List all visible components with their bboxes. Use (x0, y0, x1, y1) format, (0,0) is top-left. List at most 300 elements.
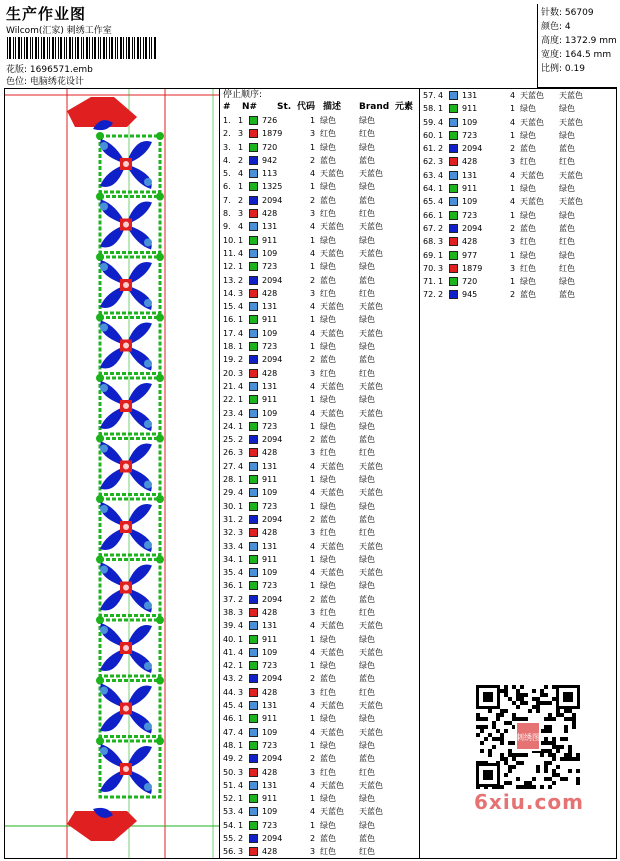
row-needle: 2 (238, 355, 244, 365)
row-brand: 蓝色 (359, 275, 375, 285)
color-swatch (249, 728, 258, 737)
row-description: 绿色 (320, 501, 336, 511)
row-brand: 蓝色 (359, 834, 375, 844)
row-code: 3 (310, 767, 316, 777)
color-swatch (249, 462, 258, 471)
color-swatch (249, 302, 258, 311)
row-number: 42. (223, 661, 236, 671)
row-brand: 绿色 (559, 277, 575, 287)
row-number: 59. (423, 117, 436, 127)
row-code: 4 (510, 170, 516, 180)
row-stitches: 723 (262, 342, 278, 352)
row-stitches: 723 (262, 820, 278, 830)
row-code: 3 (310, 687, 316, 697)
row-number: 37. (223, 594, 236, 604)
row-needle: 3 (238, 368, 244, 378)
design-value: 1696571.emb (29, 65, 93, 75)
row-brand: 红色 (359, 767, 375, 777)
company-name: Wilcom(汇家) 刺绣工作室 (6, 26, 112, 36)
qr-code-image (472, 681, 584, 791)
row-brand: 蓝色 (359, 514, 375, 524)
row-needle: 2 (438, 290, 444, 300)
color-label: 色位: (6, 77, 28, 87)
row-needle: 4 (238, 621, 244, 631)
row-brand: 绿色 (359, 235, 375, 245)
header-needle: N# (242, 102, 258, 112)
color-swatch (249, 528, 258, 537)
row-stitches: 428 (262, 368, 278, 378)
row-stitches: 911 (262, 714, 278, 724)
row-description: 天蓝色 (320, 222, 344, 232)
row-description: 天蓝色 (320, 248, 344, 258)
row-needle: 1 (438, 277, 444, 287)
row-code: 1 (310, 820, 316, 830)
row-code: 1 (510, 104, 516, 114)
row-stitches: 131 (462, 170, 478, 180)
row-brand: 天蓝色 (359, 647, 383, 657)
row-stitches: 2094 (262, 195, 283, 205)
row-brand: 天蓝色 (359, 302, 383, 312)
row-needle: 3 (438, 157, 444, 167)
row-code: 4 (510, 117, 516, 127)
color-swatch (249, 355, 258, 364)
row-needle: 2 (238, 834, 244, 844)
row-description: 绿色 (520, 277, 536, 287)
row-code: 1 (510, 210, 516, 220)
row-code: 4 (310, 461, 316, 471)
row-needle: 2 (438, 223, 444, 233)
row-number: 67. (423, 223, 436, 233)
row-number: 72. (423, 290, 436, 300)
sequence-row (220, 792, 419, 805)
color-swatch (449, 171, 458, 180)
row-number: 64. (423, 184, 436, 194)
row-code: 1 (510, 184, 516, 194)
row-needle: 4 (238, 780, 244, 790)
row-stitches: 428 (262, 288, 278, 298)
header-element: 元素 (395, 102, 414, 112)
sequence-row (420, 129, 616, 142)
row-needle: 3 (238, 528, 244, 538)
sequence-row (220, 274, 419, 287)
row-needle: 1 (238, 661, 244, 671)
row-needle: 1 (238, 475, 244, 485)
row-description: 蓝色 (320, 754, 336, 764)
row-brand: 天蓝色 (359, 621, 383, 631)
row-code: 3 (310, 847, 316, 857)
row-needle: 4 (238, 408, 244, 418)
row-number: 39. (223, 621, 236, 631)
row-description: 蓝色 (320, 355, 336, 365)
sequence-row (220, 819, 419, 832)
sequence-row (220, 420, 419, 433)
row-description: 红色 (320, 368, 336, 378)
color-swatch (449, 224, 458, 233)
header-num: # (223, 102, 231, 112)
row-brand: 红色 (559, 263, 575, 273)
row-code: 4 (310, 169, 316, 179)
row-stitches: 428 (462, 157, 478, 167)
row-needle: 4 (238, 169, 244, 179)
row-code: 2 (310, 834, 316, 844)
row-needle: 1 (238, 501, 244, 511)
row-number: 50. (223, 767, 236, 777)
row-number: 66. (423, 210, 436, 220)
sequence-row (220, 686, 419, 699)
row-number: 45. (223, 701, 236, 711)
row-code: 1 (310, 740, 316, 750)
row-code: 3 (310, 528, 316, 538)
row-number: 18. (223, 342, 236, 352)
row-description: 蓝色 (320, 155, 336, 165)
sequence-row (220, 593, 419, 606)
sequence-row (220, 393, 419, 406)
row-needle: 3 (238, 767, 244, 777)
row-description: 绿色 (520, 184, 536, 194)
row-description: 绿色 (520, 130, 536, 140)
color-swatch (249, 249, 258, 258)
row-brand: 绿色 (359, 820, 375, 830)
sequence-row (220, 260, 419, 273)
row-needle: 4 (238, 248, 244, 258)
row-description: 红色 (520, 263, 536, 273)
sequence-row (220, 619, 419, 632)
color-swatch (249, 276, 258, 285)
row-brand: 天蓝色 (359, 807, 383, 817)
row-description: 红色 (320, 607, 336, 617)
row-needle: 3 (438, 263, 444, 273)
row-number: 17. (223, 328, 236, 338)
row-needle: 4 (238, 541, 244, 551)
row-brand: 绿色 (359, 740, 375, 750)
color-swatch (449, 251, 458, 260)
color-swatch (249, 156, 258, 165)
row-stitches: 2094 (262, 355, 283, 365)
embroidery-design-image (5, 89, 220, 859)
row-needle: 3 (238, 288, 244, 298)
row-description: 绿色 (320, 661, 336, 671)
sequence-row (220, 739, 419, 752)
row-needle: 2 (238, 435, 244, 445)
row-stitches: 109 (462, 197, 478, 207)
row-number: 68. (423, 237, 436, 247)
row-needle: 2 (238, 155, 244, 165)
row-code: 1 (310, 315, 316, 325)
sequence-row (420, 249, 616, 262)
row-number: 36. (223, 581, 236, 591)
row-stitches: 109 (462, 117, 478, 127)
color-swatch (449, 264, 458, 273)
row-number: 23. (223, 408, 236, 418)
row-stitches: 428 (262, 767, 278, 777)
row-brand: 绿色 (359, 475, 375, 485)
row-description: 天蓝色 (320, 408, 344, 418)
row-stitches: 723 (262, 262, 278, 272)
sequence-row (220, 726, 419, 739)
color-swatch (249, 196, 258, 205)
row-code: 2 (310, 514, 316, 524)
row-code: 2 (310, 594, 316, 604)
color-swatch (249, 475, 258, 484)
row-description: 天蓝色 (320, 647, 344, 657)
row-brand: 蓝色 (359, 435, 375, 445)
design-label: 花版: (6, 65, 28, 75)
sequence-row (220, 247, 419, 260)
row-code: 3 (510, 263, 516, 273)
color-swatch (249, 661, 258, 670)
row-code: 4 (310, 488, 316, 498)
row-brand: 红色 (359, 209, 375, 219)
row-code: 1 (310, 554, 316, 564)
color-swatch (449, 237, 458, 246)
row-needle: 2 (238, 195, 244, 205)
row-brand: 绿色 (359, 661, 375, 671)
row-brand: 绿色 (359, 315, 375, 325)
row-description: 绿色 (320, 714, 336, 724)
row-number: 25. (223, 435, 236, 445)
sequence-list-2 (420, 89, 616, 302)
row-number: 40. (223, 634, 236, 644)
row-number: 22. (223, 395, 236, 405)
row-stitches: 2094 (262, 594, 283, 604)
row-number: 2. (223, 129, 231, 139)
row-number: 4. (223, 155, 231, 165)
row-number: 57. (423, 91, 436, 100)
row-code: 1 (310, 794, 316, 804)
color-swatch (249, 621, 258, 630)
row-code: 2 (510, 290, 516, 300)
row-number: 46. (223, 714, 236, 724)
page-title: 生产作业图 (6, 5, 87, 23)
sequence-row (220, 752, 419, 765)
info-scale: 比例: 0.19 (541, 64, 585, 74)
row-needle: 4 (438, 117, 444, 127)
color-swatch (449, 118, 458, 127)
color-swatch (249, 209, 258, 218)
row-needle: 1 (438, 210, 444, 220)
row-description: 红色 (320, 448, 336, 458)
header-desc: 描述 (323, 102, 342, 112)
row-brand: 绿色 (359, 182, 375, 192)
row-stitches: 2094 (262, 514, 283, 524)
color-swatch (249, 847, 258, 856)
row-brand: 绿色 (359, 581, 375, 591)
row-stitches: 2094 (262, 754, 283, 764)
row-description: 蓝色 (520, 290, 536, 300)
sequence-row (220, 712, 419, 725)
row-code: 1 (310, 182, 316, 192)
row-stitches: 428 (262, 209, 278, 219)
row-brand: 红色 (359, 687, 375, 697)
row-number: 44. (223, 687, 236, 697)
row-description: 天蓝色 (320, 701, 344, 711)
row-stitches: 911 (262, 475, 278, 485)
row-needle: 2 (238, 754, 244, 764)
row-number: 20. (223, 368, 236, 378)
row-brand: 蓝色 (559, 144, 575, 154)
row-description: 绿色 (320, 116, 336, 125)
sequence-row (220, 606, 419, 619)
row-number: 1. (223, 116, 231, 125)
row-description: 红色 (320, 209, 336, 219)
color-swatch (249, 169, 258, 178)
sequence-row (220, 234, 419, 247)
row-needle: 4 (238, 328, 244, 338)
row-description: 绿色 (320, 182, 336, 192)
row-stitches: 2094 (462, 144, 483, 154)
row-brand: 红色 (559, 157, 575, 167)
row-brand: 绿色 (359, 501, 375, 511)
row-description: 蓝色 (320, 435, 336, 445)
color-swatch (249, 555, 258, 564)
row-brand: 绿色 (359, 116, 375, 125)
color-swatch (249, 821, 258, 830)
row-stitches: 720 (262, 142, 278, 152)
row-description: 红色 (320, 129, 336, 139)
row-brand: 天蓝色 (359, 248, 383, 258)
row-number: 27. (223, 461, 236, 471)
row-number: 19. (223, 355, 236, 365)
row-brand: 红色 (359, 607, 375, 617)
sequence-row (220, 579, 419, 592)
row-description: 天蓝色 (320, 541, 344, 551)
row-needle: 3 (238, 607, 244, 617)
row-code: 4 (310, 780, 316, 790)
row-stitches: 428 (262, 448, 278, 458)
row-needle: 1 (438, 130, 444, 140)
row-number: 35. (223, 568, 236, 578)
color-swatch (249, 488, 258, 497)
sequence-row (220, 832, 419, 845)
row-needle: 3 (238, 448, 244, 458)
color-swatch (249, 807, 258, 816)
row-stitches: 428 (262, 607, 278, 617)
row-stitches: 2094 (262, 275, 283, 285)
sequence-row (420, 142, 616, 155)
color-swatch (249, 448, 258, 457)
row-stitches: 2094 (262, 834, 283, 844)
row-code: 4 (310, 302, 316, 312)
sequence-title: 停止顺序: (223, 90, 263, 100)
watermark-text: 6xiu.com (474, 790, 584, 814)
color-swatch (249, 701, 258, 710)
row-description: 蓝色 (320, 594, 336, 604)
row-code: 3 (510, 157, 516, 167)
row-stitches: 109 (262, 568, 278, 578)
row-description: 天蓝色 (320, 328, 344, 338)
color-swatch (249, 768, 258, 777)
sequence-row (220, 486, 419, 499)
row-needle: 4 (238, 727, 244, 737)
row-number: 41. (223, 647, 236, 657)
sequence-list-1 (220, 114, 419, 859)
row-description: 红色 (320, 847, 336, 857)
row-stitches: 428 (262, 687, 278, 697)
row-needle: 2 (438, 144, 444, 154)
sequence-row (220, 553, 419, 566)
row-number: 8. (223, 209, 231, 219)
row-stitches: 109 (262, 727, 278, 737)
row-brand: 红色 (359, 528, 375, 538)
row-brand: 红色 (359, 847, 375, 857)
row-code: 3 (310, 129, 316, 139)
row-number: 32. (223, 528, 236, 538)
row-number: 55. (223, 834, 236, 844)
row-needle: 4 (438, 170, 444, 180)
row-number: 16. (223, 315, 236, 325)
row-needle: 1 (438, 250, 444, 260)
sequence-row (220, 446, 419, 459)
row-stitches: 945 (462, 290, 478, 300)
row-brand: 绿色 (359, 634, 375, 644)
row-number: 43. (223, 674, 236, 684)
row-description: 蓝色 (520, 223, 536, 233)
sequence-row (220, 220, 419, 233)
row-code: 3 (310, 209, 316, 219)
row-code: 1 (310, 714, 316, 724)
row-description: 天蓝色 (320, 727, 344, 737)
row-number: 24. (223, 421, 236, 431)
row-description: 绿色 (320, 475, 336, 485)
row-brand: 绿色 (359, 554, 375, 564)
row-brand: 天蓝色 (359, 408, 383, 418)
row-stitches: 911 (462, 104, 478, 114)
row-stitches: 131 (462, 91, 478, 100)
info-colors: 颜色: 4 (541, 22, 571, 32)
row-brand: 绿色 (359, 421, 375, 431)
sequence-row (220, 407, 419, 420)
color-swatch (449, 104, 458, 113)
sequence-row (220, 300, 419, 313)
row-needle: 1 (438, 104, 444, 114)
row-code: 1 (310, 501, 316, 511)
color-swatch (249, 342, 258, 351)
sequence-row (220, 659, 419, 672)
row-stitches: 911 (262, 395, 278, 405)
row-description: 天蓝色 (520, 117, 544, 127)
row-brand: 天蓝色 (359, 568, 383, 578)
row-code: 2 (510, 144, 516, 154)
sequence-row (220, 845, 419, 858)
qr-badge-text: 刺绣图 (516, 733, 540, 742)
sequence-row (420, 222, 616, 235)
row-number: 63. (423, 170, 436, 180)
row-number: 29. (223, 488, 236, 498)
color-swatch (249, 542, 258, 551)
sequence-row (220, 805, 419, 818)
sequence-row (420, 182, 616, 195)
row-brand: 天蓝色 (359, 727, 383, 737)
row-stitches: 131 (262, 222, 278, 232)
sequence-row (220, 141, 419, 154)
sequence-row (220, 180, 419, 193)
color-swatch (249, 369, 258, 378)
row-stitches: 723 (262, 421, 278, 431)
row-number: 28. (223, 475, 236, 485)
sequence-row (220, 500, 419, 513)
row-stitches: 911 (462, 184, 478, 194)
row-code: 3 (310, 288, 316, 298)
sequence-row (220, 167, 419, 180)
row-code: 3 (310, 448, 316, 458)
row-code: 2 (310, 195, 316, 205)
row-description: 天蓝色 (520, 170, 544, 180)
row-stitches: 131 (262, 541, 278, 551)
row-stitches: 109 (262, 647, 278, 657)
row-number: 61. (423, 144, 436, 154)
sequence-row (220, 127, 419, 140)
sequence-row (420, 275, 616, 288)
